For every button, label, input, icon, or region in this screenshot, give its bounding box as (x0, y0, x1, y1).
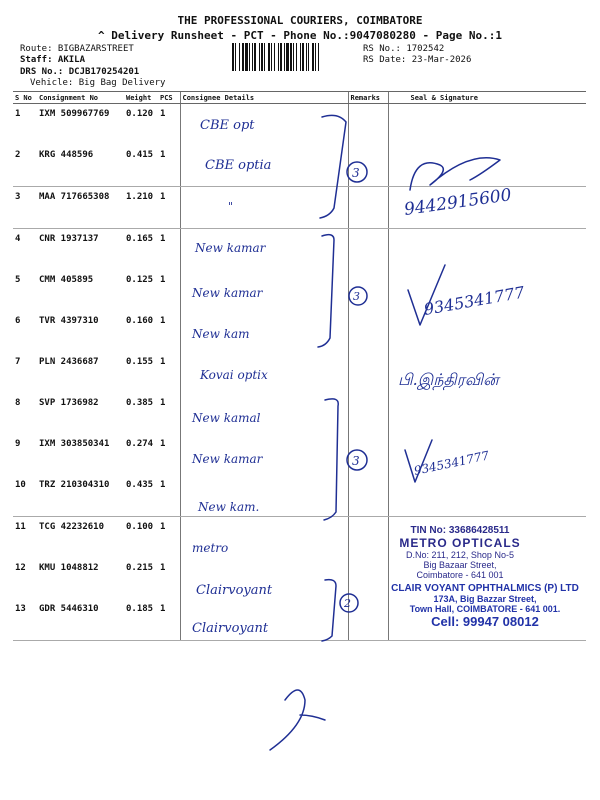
cell-pcs: 1 (160, 357, 166, 367)
rs-number: RS No.: 1702542 (363, 44, 445, 54)
stamp-tin: TIN No: 33686428511 (410, 525, 510, 536)
cell-pcs: 1 (160, 234, 166, 244)
vehicle-label: Vehicle: Big Bag Delivery (30, 78, 166, 88)
cell-consignment: GDR 5446310 (37, 599, 124, 641)
cell-sno: 3 (13, 187, 37, 229)
cell-consignment: SVP 1736982 (39, 398, 99, 408)
col-header: S No (13, 92, 37, 104)
bracket-group-2 (318, 235, 334, 347)
col-header: PCS (158, 92, 180, 104)
cell-weight: 0.165 (126, 234, 154, 244)
handwritten-consignee: New kamar (192, 452, 263, 466)
cell-sno: 9 (15, 439, 21, 449)
cell-pcs: 1 (160, 522, 166, 532)
cell-consignment: TVR 4397310 (39, 316, 99, 326)
stamp-cell: Cell: 99947 08012 (431, 614, 539, 629)
cell-weight: 0.215 (126, 563, 154, 573)
stamp-name: METRO OPTICALS (399, 536, 521, 550)
cell-weight: 0.435 (124, 475, 158, 517)
handwritten-consignee: CBE optia (205, 158, 272, 173)
cell-pcs: 1 (158, 187, 180, 229)
cell-pcs: 1 (160, 275, 166, 285)
bottom-signature (270, 690, 325, 750)
handwritten-consignee: New kam (192, 327, 250, 341)
cell-weight: 1.210 (124, 187, 158, 229)
cell-sno: 12 (15, 563, 26, 573)
bracket-group-1 (320, 115, 346, 218)
signature-mark (410, 158, 500, 190)
signature-phone: 9442915600 (402, 185, 513, 220)
handwritten-consignee: New kam. (198, 500, 260, 514)
cell-consignment: PLN 2436687 (39, 357, 99, 367)
cell-pcs: 1 (158, 599, 180, 641)
cell-consignment: TCG 42232610 (39, 522, 105, 532)
cell-consignment: KMU 1048812 (39, 563, 99, 573)
cell-pcs: 1 (160, 316, 166, 326)
handwritten-consignee: New kamar (195, 241, 266, 255)
col-header: Remarks (348, 92, 388, 104)
cell-weight: 0.160 (126, 316, 154, 326)
cell-consignment: KRG 448596 (37, 145, 124, 187)
cell-weight: 0.125 (126, 275, 154, 285)
cell-sno: 7 (15, 357, 21, 367)
bracket-group-3 (324, 399, 338, 520)
metro-opticals-stamp (360, 525, 560, 580)
col-header: Weight (124, 92, 158, 104)
route-label: Route: BIGBAZARSTREET (20, 44, 134, 54)
cell-sno: 1 (15, 109, 21, 119)
cell-pcs: 1 (160, 439, 166, 449)
cell-consignment: CNR 1937137 (39, 234, 99, 244)
col-header: Consignee Details (180, 92, 348, 104)
remark-count: 3 (352, 166, 360, 180)
stamp-address: 173A, Big Bazzar Street, (433, 594, 537, 604)
cell-consignment: CMM 405895 (39, 275, 94, 285)
cell-sno: 10 (13, 475, 37, 517)
handwritten-consignee: Kovai optix (200, 368, 268, 382)
handwritten-consignee: " (228, 200, 234, 213)
stamp-address: Big Bazaar Street, (423, 560, 497, 570)
handwritten-consignee: Clairvoyant (192, 621, 269, 636)
cell-pcs: 1 (160, 563, 166, 573)
cell-pcs: 1 (158, 475, 180, 517)
col-header: Seal & Signature (388, 92, 586, 104)
handwritten-consignee: metro (192, 541, 229, 555)
cell-sno: 6 (15, 316, 21, 326)
cell-sno: 8 (15, 398, 21, 408)
cell-consignment: MAA 717665308 (37, 187, 124, 229)
cell-consignment: TRZ 210304310 (37, 475, 124, 517)
drs-label: DRS No.: DCJB170254201 (20, 67, 140, 77)
stamp-address: D.No: 211, 212, Shop No-5 (406, 550, 514, 560)
signature-phone: 9345341777 (422, 282, 526, 319)
cell-weight: 0.415 (124, 145, 158, 187)
rs-date: RS Date: 23-Mar-2026 (363, 55, 472, 65)
cell-sno: 5 (15, 275, 21, 285)
handwritten-consignee: Clairvoyant (196, 583, 273, 598)
stamp-address: Town Hall, COIMBATORE - 641 001. (409, 604, 561, 614)
signature-phone: 9345341777 (412, 448, 491, 478)
stamp-name: CLAIR VOYANT OPHTHALMICS (P) LTD (391, 583, 579, 594)
cell-weight: 0.100 (126, 522, 154, 532)
runsheet-title: THE PROFESSIONAL COURIERS, COIMBATORE (177, 14, 423, 27)
cell-sno: 11 (15, 522, 26, 532)
cell-sno: 4 (15, 234, 21, 244)
staff-label: Staff: AKILA (20, 55, 86, 65)
remark-count: 3 (352, 454, 360, 468)
remark-count: 3 (353, 290, 360, 303)
runsheet-subtitle: ^ Delivery Runsheet - PCT - Phone No.:9047080280 - Page No.:1 (98, 29, 502, 42)
remark-count: 2 (344, 597, 351, 610)
cell-weight: 0.155 (126, 357, 154, 367)
col-header: Consignment No (37, 92, 124, 104)
handwritten-consignee: New kamar (192, 286, 263, 300)
cell-pcs: 1 (158, 145, 180, 187)
cell-consignment: IXM 509967769 (39, 109, 110, 119)
handwritten-consignee: CBE opt (200, 118, 255, 133)
cell-pcs: 1 (160, 109, 166, 119)
cell-pcs: 1 (160, 398, 166, 408)
bracket-group-4 (322, 580, 336, 641)
handwritten-consignee: New kamal (192, 411, 261, 425)
clair-voyant-stamp (380, 583, 590, 629)
cell-sno: 2 (13, 145, 37, 187)
cell-weight: 0.385 (126, 398, 154, 408)
cell-consignment: IXM 303850341 (39, 439, 110, 449)
cell-weight: 0.185 (124, 599, 158, 641)
cell-sno: 13 (13, 599, 37, 641)
signature-tamil: பி.இந்திரவின் (398, 370, 499, 389)
stamp-address: Coimbatore - 641 001 (416, 570, 504, 580)
cell-weight: 0.120 (126, 109, 154, 119)
cell-weight: 0.274 (126, 439, 154, 449)
